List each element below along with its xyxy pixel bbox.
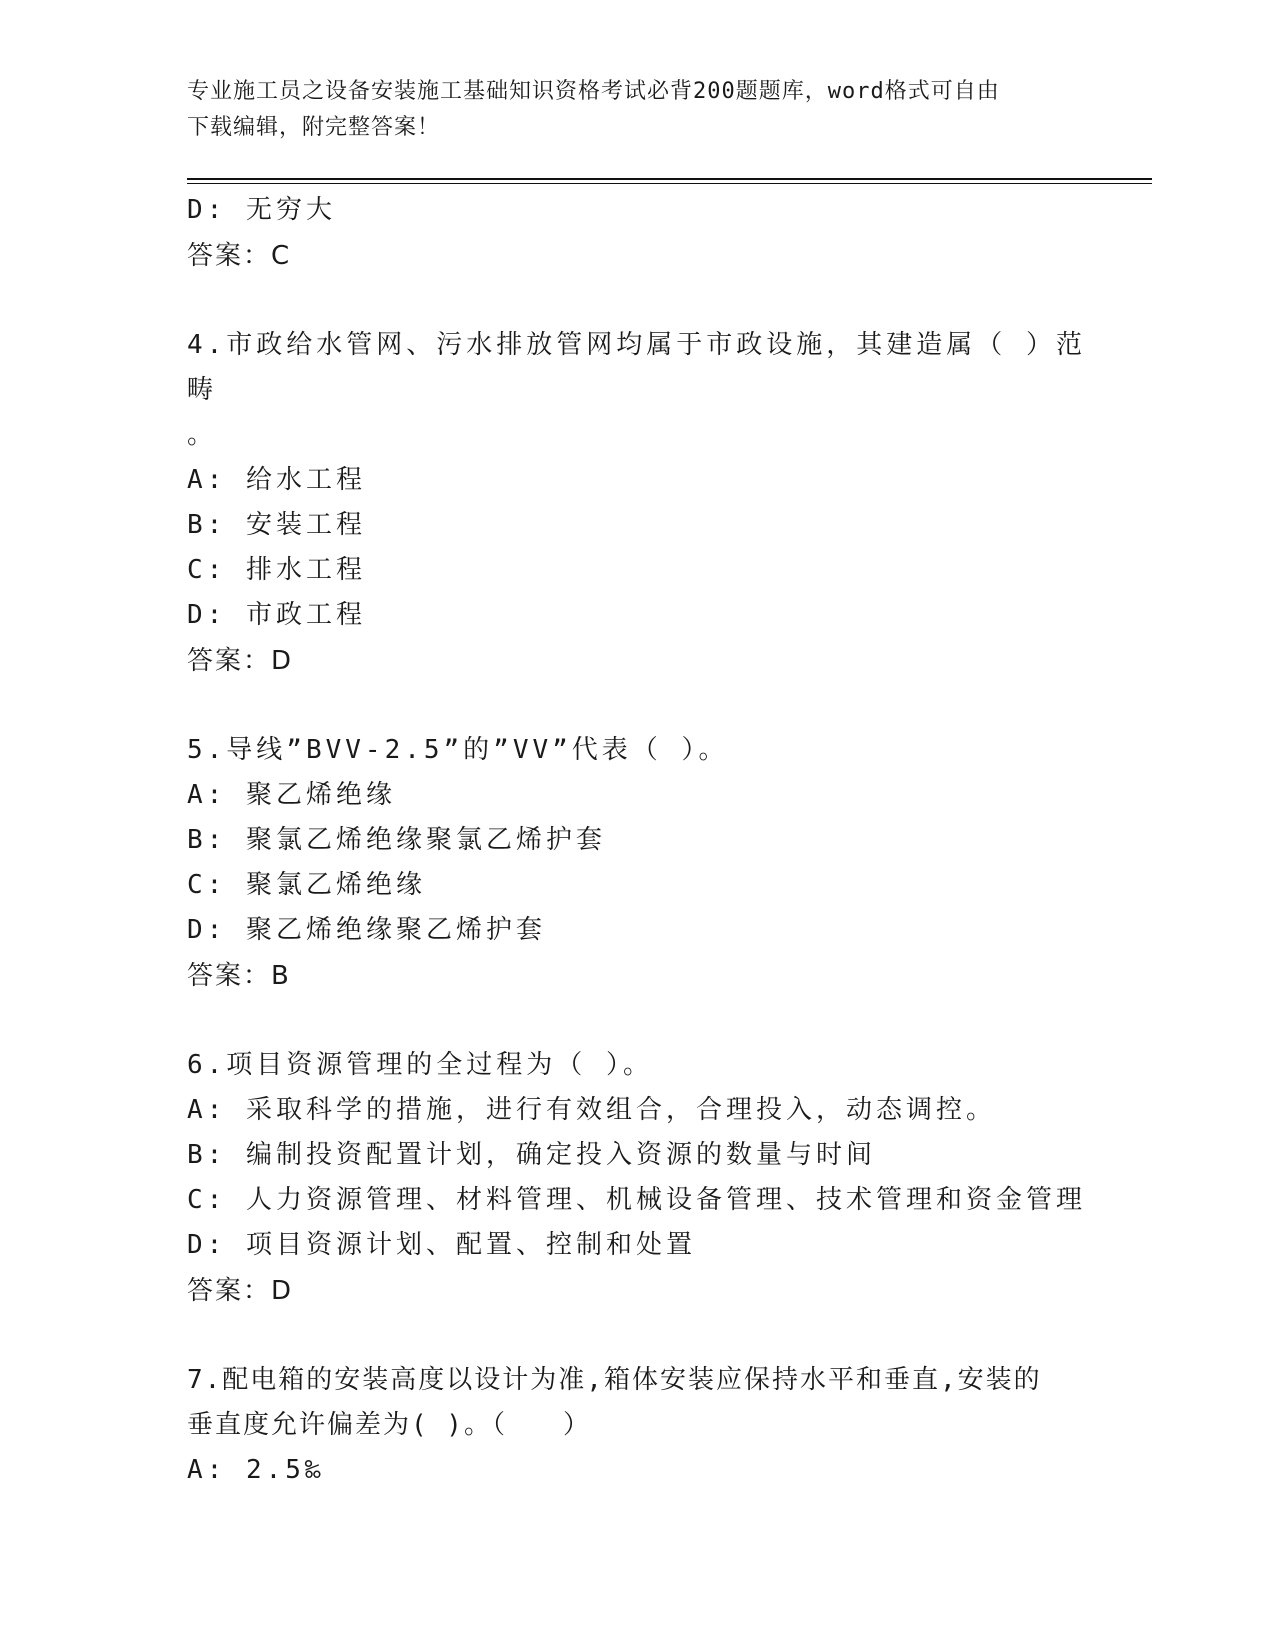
answer: 答案：C xyxy=(187,241,292,271)
question-content xyxy=(187,188,1087,1493)
question-4 xyxy=(187,323,1087,685)
header-divider-thin xyxy=(187,183,1152,184)
option-d: D: 项目资源计划、配置、控制和处置 xyxy=(187,1230,696,1260)
option-d: D: 无穷大 xyxy=(187,195,336,225)
option-c: C: 人力资源管理、材料管理、机械设备管理、技术管理和资金管理 xyxy=(187,1185,1086,1215)
question-stem: 6.项目资源管理的全过程为（ ）。 xyxy=(187,1050,653,1080)
header-divider-thick xyxy=(187,178,1152,180)
option-d: D: 市政工程 xyxy=(187,600,366,630)
question-stem: 5.导线”BVV-2.5”的”VV”代表（ ）。 xyxy=(187,735,729,765)
option-a: A: 2.5‰ xyxy=(187,1455,325,1485)
option-a: A: 给水工程 xyxy=(187,465,366,495)
document-header xyxy=(187,74,1067,146)
option-c: C: 聚氯乙烯绝缘 xyxy=(187,870,426,900)
question-stem-continued: 垂直度允许偏差为( )。（ ） xyxy=(187,1410,591,1440)
option-b: B: 安装工程 xyxy=(187,510,366,540)
answer: 答案：B xyxy=(187,961,291,991)
option-d: D: 聚乙烯绝缘聚乙烯护套 xyxy=(187,915,546,945)
answer: 答案：D xyxy=(187,646,294,676)
question-stem: 4.市政给水管网、污水排放管网均属于市政设施，其建造属（ ）范畴 xyxy=(187,330,1086,405)
question-5 xyxy=(187,728,1087,1000)
header-line-2: 下载编辑，附完整答案！ xyxy=(187,115,441,140)
question-stem-continued: 。 xyxy=(187,420,218,450)
option-b: B: 聚氯乙烯绝缘聚氯乙烯护套 xyxy=(187,825,606,855)
answer: 答案：D xyxy=(187,1276,294,1306)
question-7 xyxy=(187,1358,1087,1493)
question-stem: 7.配电箱的安装高度以设计为准,箱体安装应保持水平和垂直,安装的 xyxy=(187,1365,1042,1395)
option-b: B: 编制投资配置计划，确定投入资源的数量与时间 xyxy=(187,1140,876,1170)
option-c: C: 排水工程 xyxy=(187,555,366,585)
option-a: A: 聚乙烯绝缘 xyxy=(187,780,396,810)
option-a: A: 采取科学的措施，进行有效组合，合理投入，动态调控。 xyxy=(187,1095,996,1125)
header-line-1: 专业施工员之设备安装施工基础知识资格考试必背200题题库，word格式可自由 xyxy=(187,79,1000,104)
question-6 xyxy=(187,1043,1087,1315)
